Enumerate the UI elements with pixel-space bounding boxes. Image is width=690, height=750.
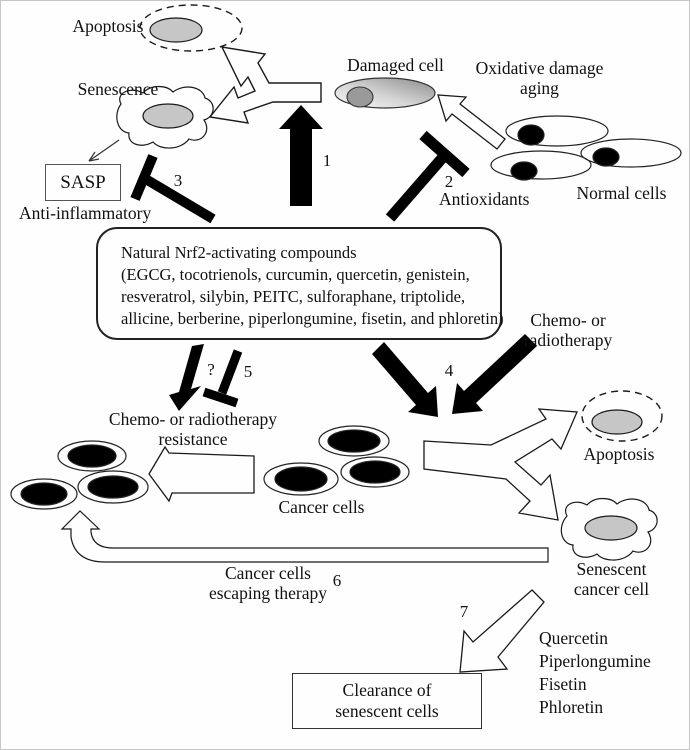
resistant-cancer-cells-icon — [11, 441, 148, 509]
step-5-number: 5 — [243, 362, 253, 381]
anti-inflammatory-label: Anti-inflammatory — [19, 203, 152, 223]
step-4-number: 4 — [444, 361, 454, 380]
antioxidants-label: Antioxidants — [439, 189, 530, 209]
branch-arrow-therapy-icon — [424, 409, 577, 520]
oxidative-damage-line2: aging — [520, 78, 559, 99]
senescent-cancer-cell-label — [549, 559, 674, 599]
chemo-line2: radiotherapy — [523, 330, 613, 351]
therapy-resistance-label — [108, 409, 278, 449]
escaping-line1: Cancer cells — [225, 563, 311, 583]
damaged-cell-icon — [335, 78, 435, 108]
senescence-label: Senescence — [77, 79, 159, 99]
step-6-number: 6 — [332, 571, 342, 590]
apoptosis-right-label: Apoptosis — [583, 444, 655, 464]
senescent-cancer-cell-icon — [561, 499, 657, 561]
step-1-number: 1 — [322, 151, 332, 170]
resistance-line2: resistance — [158, 429, 228, 450]
normal-cells-icon — [491, 116, 681, 180]
sasp-box — [45, 164, 121, 201]
senolytic-quercetin: Quercetin — [539, 628, 608, 648]
senolytics-list — [539, 627, 651, 719]
nrf2-line1: Natural Nrf2-activating compounds — [121, 243, 357, 262]
damage-arrow-icon — [438, 95, 505, 149]
normal-cells-label: Normal cells — [576, 183, 667, 203]
senescent-line1: Senescent — [576, 559, 647, 579]
sasp-arrow-icon — [89, 140, 119, 161]
clearance-box — [292, 673, 482, 729]
step-3-number: 3 — [173, 171, 183, 190]
nrf2-line4: allicine, berberine, piperlongumine, fisetin, and phloretin) — [121, 309, 504, 328]
nrf2-line2: (EGCG, tocotrienols, curcumin, quercetin, genistein, — [121, 265, 470, 284]
nrf2-compounds-box — [96, 227, 502, 340]
chemo-radiotherapy-label — [504, 310, 632, 350]
chemo-line1: Chemo- or — [530, 310, 606, 330]
cancer-cells-icon — [264, 426, 409, 495]
escaping-line2: escaping therapy — [208, 583, 328, 604]
damaged-cell-label: Damaged cell — [347, 55, 444, 75]
resistance-line1: Chemo- or radiotherapy — [108, 409, 278, 429]
sasp-label: SASP — [60, 171, 106, 193]
oxidative-damage-line1: Oxidative damage — [475, 58, 604, 78]
clearance-line2: senescent cells — [335, 701, 439, 721]
apoptosis-top-label: Apoptosis — [72, 16, 144, 36]
cancer-cells-label: Cancer cells — [278, 497, 365, 517]
arrow-question-icon — [169, 344, 204, 411]
resistance-arrow-icon — [149, 447, 254, 501]
senolytic-fisetin: Fisetin — [539, 674, 587, 694]
step-7-number: 7 — [459, 602, 469, 621]
step-2-number: 2 — [444, 172, 454, 191]
step-question-number: ? — [207, 360, 215, 379]
escape-arrow-icon — [62, 511, 548, 562]
clearance-line1: Clearance of — [342, 680, 432, 700]
senolytic-phloretin: Phloretin — [539, 697, 604, 717]
nrf2-line3: resveratrol, silybin, PEITC, sulforaphane, triptolide, — [121, 287, 466, 306]
senescent-line2: cancer cell — [573, 579, 650, 600]
senolytic-piperlongumine: Piperlongumine — [539, 651, 651, 671]
oxidative-damage-label — [467, 58, 612, 98]
nrf2-compounds-text — [121, 242, 504, 330]
apoptotic-cell-right-icon — [582, 391, 662, 441]
cancer-cells-escaping-label — [193, 563, 343, 603]
